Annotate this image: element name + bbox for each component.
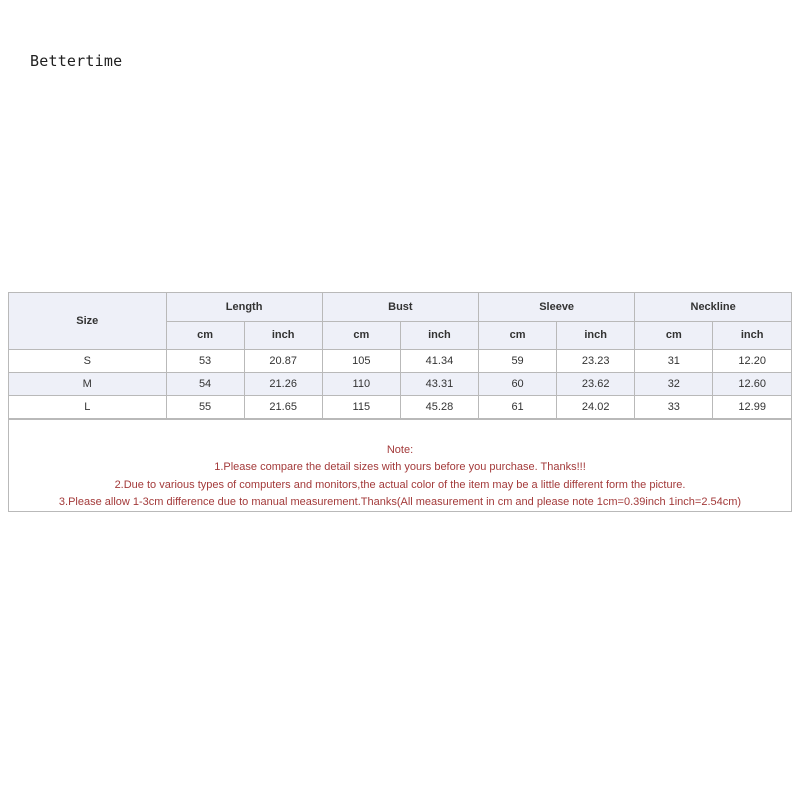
table-cell: 54 [166,372,244,395]
unit-header: inch [400,321,478,349]
length-column-header: Length [166,293,322,321]
table-cell: 110 [322,372,400,395]
table-cell: 12.99 [713,395,791,418]
size-cell: M [9,372,166,395]
size-cell: S [9,349,166,372]
table-cell: 12.20 [713,349,791,372]
bust-column-header: Bust [322,293,478,321]
table-cell: 61 [479,395,557,418]
note-line-2: 2.Due to various types of computers and monitors,the actual color of the item may be a little different form the picture. [114,478,686,491]
unit-header: cm [479,321,557,349]
table-row-m [9,372,791,395]
unit-header: cm [635,321,713,349]
table-cell: 115 [322,395,400,418]
size-column-header: Size [9,293,166,349]
unit-header: cm [166,321,244,349]
unit-header: inch [244,321,322,349]
unit-header: cm [322,321,400,349]
table-cell: 21.65 [244,395,322,418]
neckline-column-header: Neckline [635,293,791,321]
size-table [9,293,791,419]
table-cell: 105 [322,349,400,372]
table-cell: 21.26 [244,372,322,395]
notes-section [9,419,791,511]
table-cell: 12.60 [713,372,791,395]
table-cell: 43.31 [400,372,478,395]
unit-header: inch [713,321,791,349]
brand-name: Bettertime [30,52,123,70]
table-cell: 60 [479,372,557,395]
table-cell: 55 [166,395,244,418]
sleeve-column-header: Sleeve [479,293,635,321]
table-cell: 41.34 [400,349,478,372]
table-cell: 24.02 [557,395,635,418]
table-cell: 23.23 [557,349,635,372]
table-cell: 23.62 [557,372,635,395]
table-cell: 53 [166,349,244,372]
note-line-1: 1.Please compare the detail sizes with yours before you purchase. Thanks!!! [214,461,586,473]
note-line-3: 3.Please allow 1-3cm difference due to manual measurement.Thanks(All measurement in cm and please note 1cm=0.39inch 1inch=2.54cm) [58,496,742,508]
table-cell: 33 [635,395,713,418]
table-cell: 59 [479,349,557,372]
notes-title: Note: [386,443,414,456]
table-cell: 20.87 [244,349,322,372]
table-cell: 32 [635,372,713,395]
table-cell: 31 [635,349,713,372]
size-chart [8,292,792,512]
table-row-s [9,349,791,372]
unit-header: inch [557,321,635,349]
size-cell: L [9,395,166,418]
table-cell: 45.28 [400,395,478,418]
table-row-l [9,395,791,418]
